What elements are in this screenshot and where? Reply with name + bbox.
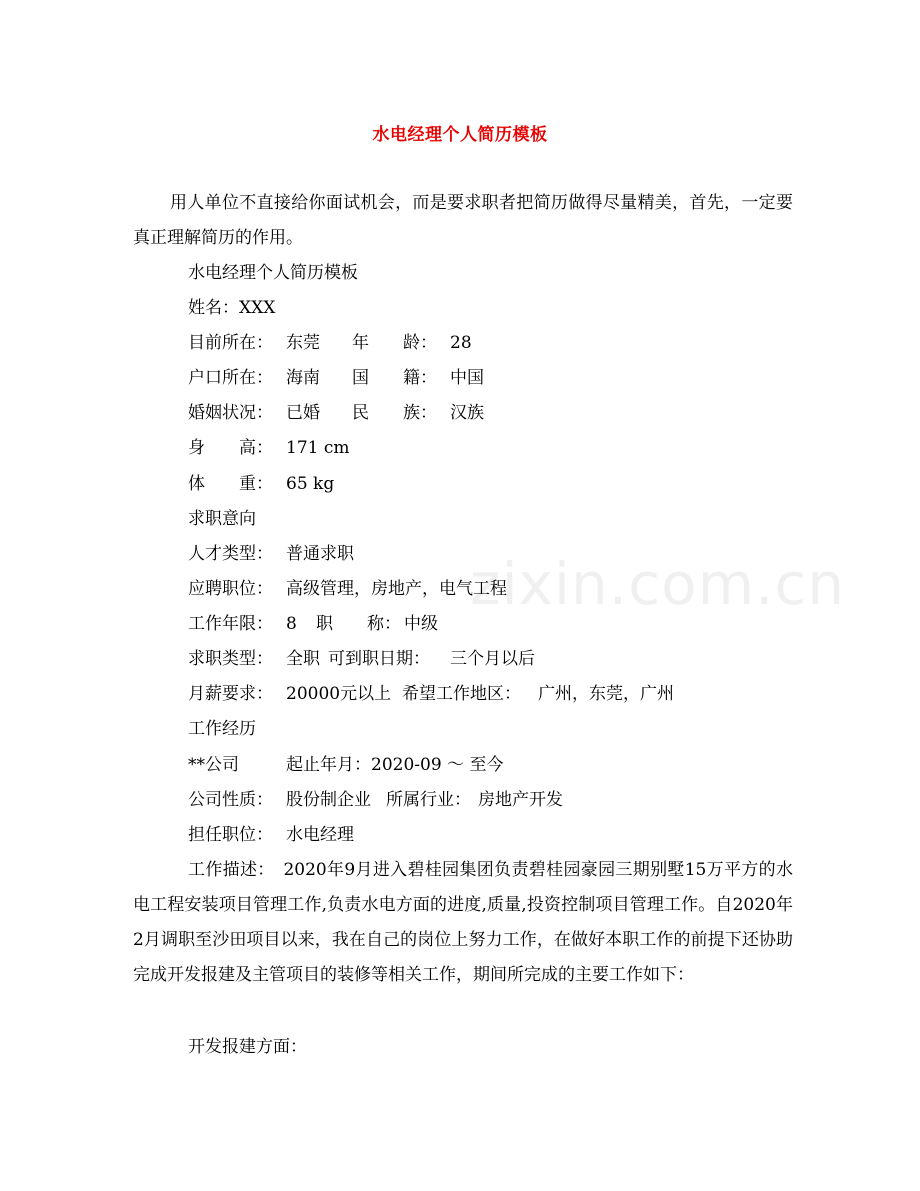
- label: 所属行业：: [386, 790, 471, 810]
- value: 起止年月：2020-09 ～ 至今: [286, 755, 504, 775]
- row-weight: [188, 467, 334, 502]
- label: 目前所在：: [188, 333, 273, 353]
- label: 国 籍：: [352, 368, 437, 388]
- label: 职 称：: [316, 614, 401, 634]
- value: 中国: [450, 368, 484, 388]
- value: 已婚: [286, 403, 320, 423]
- value: 三个月以后: [450, 649, 535, 669]
- label: 人才类型：: [188, 544, 273, 564]
- watermark: zixin.com.cn: [470, 550, 846, 618]
- intro-paragraph: 用人单位不直接给你面试机会，而是要求职者把简历做得尽量精美，首先，一定要真正理解简历的作用。: [133, 193, 793, 248]
- label: **公司: [188, 755, 239, 775]
- value: 高级管理，房地产，电气工程: [286, 579, 507, 599]
- label: 体 重：: [188, 474, 273, 494]
- label: 应聘职位：: [188, 579, 273, 599]
- row-company-nature: [188, 783, 563, 818]
- value: 股份制企业: [286, 790, 371, 810]
- label: 求职类型：: [188, 649, 273, 669]
- experience-heading: 工作经历: [188, 719, 256, 739]
- value: 海南: [286, 368, 320, 388]
- row-years: [188, 607, 438, 642]
- row-height: [188, 431, 350, 466]
- document-title: 水电经理个人简历模板: [372, 125, 548, 145]
- label: 希望工作地区：: [402, 684, 521, 704]
- value: 水电经理: [286, 825, 354, 845]
- label: 工作年限：: [188, 614, 273, 634]
- value: 28: [450, 333, 472, 353]
- value: 汉族: [450, 403, 484, 423]
- name-line: 姓名：XXX: [188, 298, 276, 318]
- label: 担任职位：: [188, 825, 273, 845]
- row-marital: [188, 396, 484, 431]
- value: 8: [286, 614, 297, 634]
- value: 65 kg: [286, 474, 335, 494]
- label: 可到职日期：: [328, 649, 430, 669]
- label: 公司性质：: [188, 790, 273, 810]
- value: 广州，东莞，广州: [538, 684, 674, 704]
- value: 20000元以上: [286, 684, 392, 704]
- row-position: [188, 572, 507, 607]
- value: 中级: [404, 614, 438, 634]
- row-job-type: [188, 642, 535, 677]
- label: 身 高：: [188, 438, 273, 458]
- label: 婚姻状况：: [188, 403, 273, 423]
- label: 月薪要求：: [188, 684, 273, 704]
- value: 普通求职: [286, 544, 354, 564]
- row-company: [188, 748, 503, 783]
- row-salary: [188, 677, 674, 712]
- subtitle: 水电经理个人简历模板: [188, 263, 358, 283]
- row-location: [188, 326, 472, 361]
- intent-heading: 求职意向: [188, 509, 256, 529]
- value: 171 cm: [286, 438, 350, 458]
- row-hukou: [188, 361, 484, 396]
- dev-heading: 开发报建方面：: [188, 1037, 307, 1057]
- work-description: 工作描述： 2020年9月进入碧桂园集团负责碧桂园豪园三期别墅15万平方的水电工程安装项目管理工作,负责水电方面的进度,质量,投资控制项目管理工作。自2020年2月调职至沙田项目以来，我在自己的岗位上努力工作，在做好本职工作的前提下还协助完成开发报建及主管项目的装修等相关工作，期间所完成的主要工作如下：: [133, 860, 793, 985]
- value: 房地产开发: [478, 790, 563, 810]
- value: 全职: [286, 649, 320, 669]
- value: 东莞: [286, 333, 320, 353]
- row-talent-type: [188, 537, 354, 572]
- label: 民 族：: [352, 403, 437, 423]
- label: 年 龄：: [352, 333, 437, 353]
- label: 户口所在：: [188, 368, 273, 388]
- row-role: [188, 818, 354, 853]
